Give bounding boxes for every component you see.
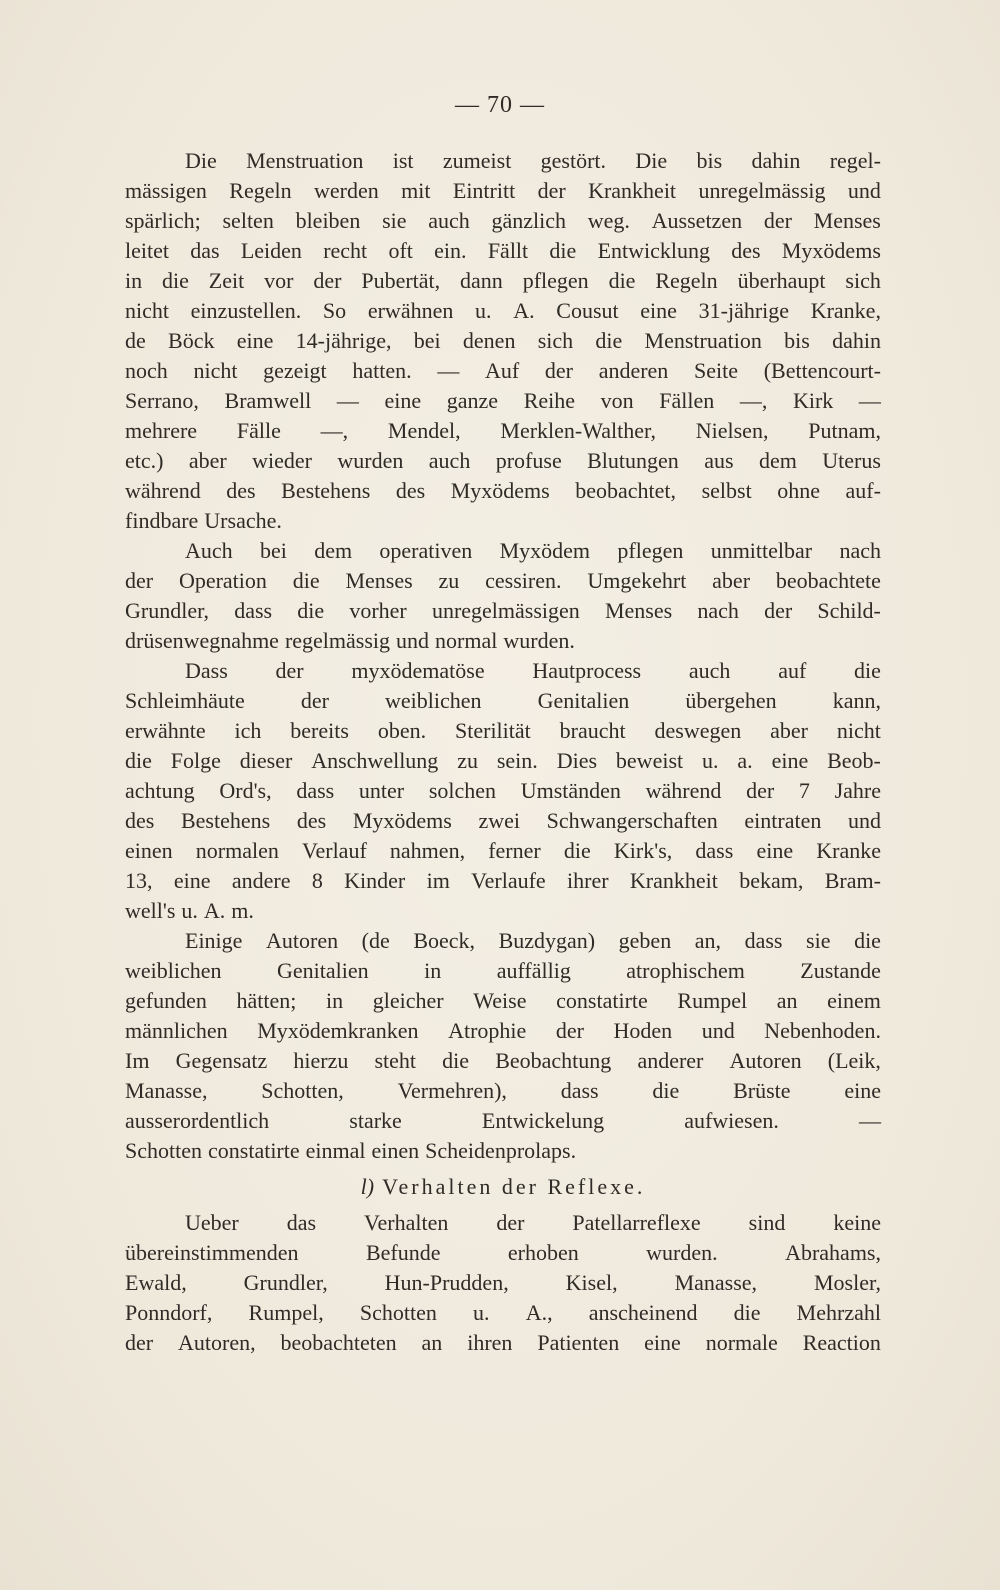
text-line: spärlich; selten bleiben sie auch gänzlich weg. Aussetzen der Menses [125, 208, 881, 233]
text-line: leitet das Leiden recht oft ein. Fällt die Entwicklung des Myxödems [125, 238, 881, 263]
text-line: Im Gegensatz hierzu steht die Beobachtung anderer Autoren (Leik, [125, 1048, 881, 1073]
text-line: Manasse, Schotten, Vermehren), dass die Brüste eine [125, 1078, 881, 1103]
text-line: gefunden hätten; in gleicher Weise constatirte Rumpel an einem [125, 988, 881, 1013]
text-line: der Autoren, beobachteten an ihren Patienten eine normale Reaction [125, 1330, 881, 1355]
text-line: Serrano, Bramwell — eine ganze Reihe von Fällen —, Kirk — [125, 388, 881, 413]
text-line: achtung Ord's, dass unter solchen Umständen während der 7 Jahre [125, 778, 881, 803]
text-line: in die Zeit vor der Pubertät, dann pflegen die Regeln überhaupt sich [125, 268, 881, 293]
text-line: einen normalen Verlauf nahmen, ferner die Kirk's, dass eine Kranke [125, 838, 881, 863]
text-line: Ueber das Verhalten der Patellarreflexe sind keine [185, 1210, 881, 1235]
text-line: well's u. A. m. [125, 898, 254, 923]
text-line: Einige Autoren (de Boeck, Buzdygan) geben an, dass sie die [185, 928, 881, 953]
text-line: noch nicht gezeigt hatten. — Auf der anderen Seite (Bettencourt- [125, 358, 881, 383]
text-line: der Operation die Menses zu cessiren. Umgekehrt aber beobachtete [125, 568, 881, 593]
text-line: männlichen Myxödemkranken Atrophie der Hoden und Nebenhoden. [125, 1018, 881, 1043]
text-line: de Böck eine 14-jährige, bei denen sich die Menstruation bis dahin [125, 328, 881, 353]
text-line: ausserordentlich starke Entwickelung aufwiesen. — [125, 1108, 881, 1133]
text-line: Grundler, dass die vorher unregelmässigen Menses nach der Schild- [125, 598, 881, 623]
section-heading [125, 1172, 881, 1202]
text-line: Schotten constatirte einmal einen Scheidenprolaps. [125, 1138, 577, 1163]
text-line: des Bestehens des Myxödems zwei Schwangerschaften eintraten und [125, 808, 881, 833]
body-text [125, 146, 881, 1358]
text-line: erwähnte ich bereits oben. Sterilität braucht deswegen aber nicht [125, 718, 881, 743]
section-heading-title: Verhalten der Reflexe. [382, 1174, 646, 1199]
text-line: 13, eine andere 8 Kinder im Verlaufe ihrer Krankheit bekam, Bram- [125, 868, 881, 893]
text-line: Dass der myxödematöse Hautprocess auch auf die [185, 658, 881, 683]
text-line: weiblichen Genitalien in auffällig atrophischem Zustande [125, 958, 881, 983]
text-line: Schleimhäute der weiblichen Genitalien übergehen kann, [125, 688, 881, 713]
text-line: drüsenwegnahme regelmässig und normal wurden. [125, 628, 575, 653]
page-number: — 70 — [455, 92, 545, 118]
text-line: Die Menstruation ist zumeist gestört. Die bis dahin regel- [185, 148, 881, 173]
text-line: Ponndorf, Rumpel, Schotten u. A., anscheinend die Mehrzahl [125, 1300, 881, 1325]
text-line: findbare Ursache. [125, 508, 282, 533]
text-line: übereinstimmenden Befunde erhoben wurden. Abrahams, [125, 1240, 881, 1265]
text-line: Ewald, Grundler, Hun-Prudden, Kisel, Manasse, Mosler, [125, 1270, 881, 1295]
text-line: während des Bestehens des Myxödems beobachtet, selbst ohne auf- [125, 478, 881, 503]
text-line: mässigen Regeln werden mit Eintritt der Krankheit unregelmässig und [125, 178, 881, 203]
text-line: die Folge dieser Anschwellung zu sein. Dies beweist u. a. eine Beob- [125, 748, 881, 773]
text-line: Auch bei dem operativen Myxödem pflegen unmittelbar nach [185, 538, 881, 563]
text-line: mehrere Fälle —, Mendel, Merklen-Walther, Nielsen, Putnam, [125, 418, 881, 443]
section-heading-letter: l) [360, 1174, 375, 1199]
text-line: etc.) aber wieder wurden auch profuse Blutungen aus dem Uterus [125, 448, 881, 473]
text-line: nicht einzustellen. So erwähnen u. A. Cousut eine 31-jährige Kranke, [125, 298, 881, 323]
